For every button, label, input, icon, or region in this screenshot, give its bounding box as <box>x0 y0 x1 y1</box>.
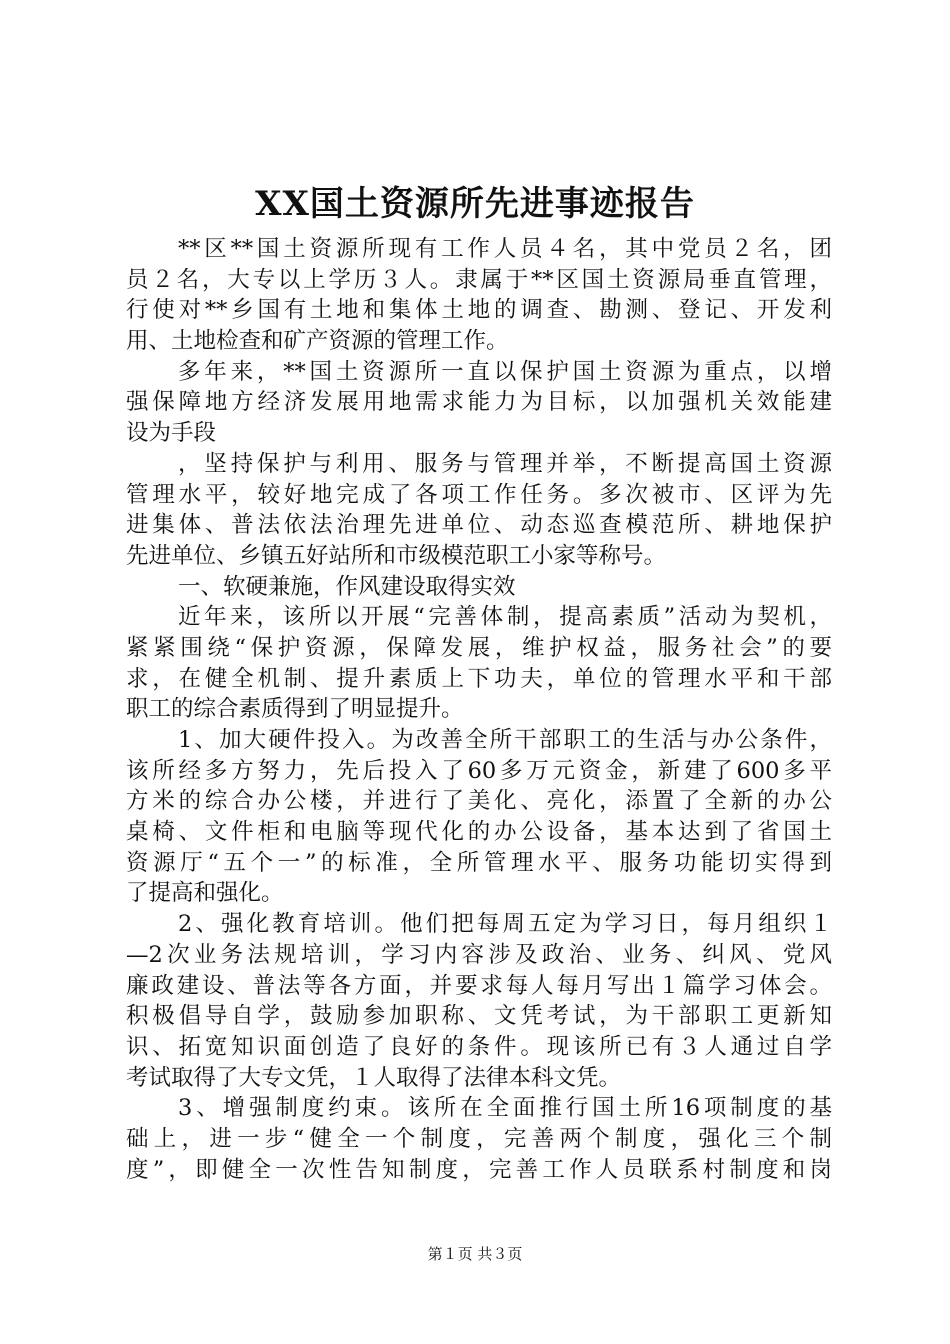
text-line: 设为手段 <box>126 420 217 447</box>
text-line: 3、增强制度约束。该所在全面推行国土所16项制度的基 <box>178 1095 832 1122</box>
text-line: 管理水平，较好地完成了各项工作任务。多次被市、区评为先 <box>126 481 832 508</box>
text-line: 桌椅、文件柜和电脑等现代化的办公设备，基本达到了省国土 <box>126 819 832 846</box>
text-line: 资源厅“五个一”的标准，全所管理水平、服务功能切实得到 <box>126 849 832 876</box>
text-line: 方米的综合办公楼，并进行了美化、亮化，添置了全新的办公 <box>126 788 832 815</box>
text-line: 多年来，**国土资源所一直以保护国土资源为重点，以增 <box>178 358 832 385</box>
text-line: 进集体、普法依法治理先进单位、动态巡查模范所、耕地保护 <box>126 512 832 539</box>
text-line: 识、拓宽知识面创造了良好的条件。现该所已有３人通过自学 <box>126 1033 832 1060</box>
text-line: 紧紧围绕“保护资源，保障发展，维护权益，服务社会”的要 <box>126 634 832 661</box>
text-line: 求，在健全机制、提升素质上下功夫，单位的管理水平和干部 <box>126 665 832 692</box>
text-line: 先进单位、乡镇五好站所和市级模范职工小家等称号。 <box>126 542 667 569</box>
text-line: 积极倡导自学，鼓励参加职称、文凭考试，为干部职工更新知 <box>126 1003 832 1030</box>
text-line: 了提高和强化。 <box>126 880 284 907</box>
text-line: 度”，即健全一次性告知制度，完善工作人员联系村制度和岗 <box>126 1156 832 1183</box>
document-body <box>126 234 832 1185</box>
page-footer: 第１页 共３页 <box>427 1245 523 1263</box>
text-line: 职工的综合素质得到了明显提升。 <box>126 696 464 723</box>
text-line: 1、加大硬件投入。为改善全所干部职工的生活与办公条件， <box>178 727 832 753</box>
section-heading: 一、软硬兼施，作风建设取得实效 <box>178 573 516 600</box>
text-line: 行使对**乡国有土地和集体土地的调查、勘测、登记、开发利 <box>126 297 832 324</box>
text-line: ，坚持保护与利用、服务与管理并举，不断提高国土资源 <box>178 450 832 477</box>
text-line: 该所经多方努力，先后投入了60多万元资金，新建了600多平 <box>126 757 832 784</box>
text-line: 用、土地检查和矿产资源的管理工作。 <box>126 328 509 355</box>
text-line: 近年来，该所以开展“完善体制，提高素质”活动为契机， <box>178 604 832 631</box>
text-line: 强保障地方经济发展用地需求能力为目标，以加强机关效能建 <box>126 389 832 416</box>
text-line: —2次业务法规培训，学习内容涉及政治、业务、纠风、党风 <box>126 941 832 968</box>
text-line: 员２名，大专以上学历３人。隶属于**区国土资源局垂直管理， <box>126 266 832 293</box>
text-line: 廉政建设、普法等各方面，并要求每人每月写出１篇学习体会。 <box>126 972 832 999</box>
text-line: 考试取得了大专文凭，１人取得了法律本科文凭。 <box>126 1064 622 1091</box>
text-line: 2、强化教育培训。他们把每周五定为学习日，每月组织１ <box>178 911 832 938</box>
text-line: 础上，进一步“健全一个制度，完善两个制度，强化三个制 <box>126 1125 832 1152</box>
text-line: **区**国土资源所现有工作人员４名，其中党员２名，团 <box>178 236 832 262</box>
document-title: XX国土资源所先进事迹报告 <box>255 184 695 224</box>
